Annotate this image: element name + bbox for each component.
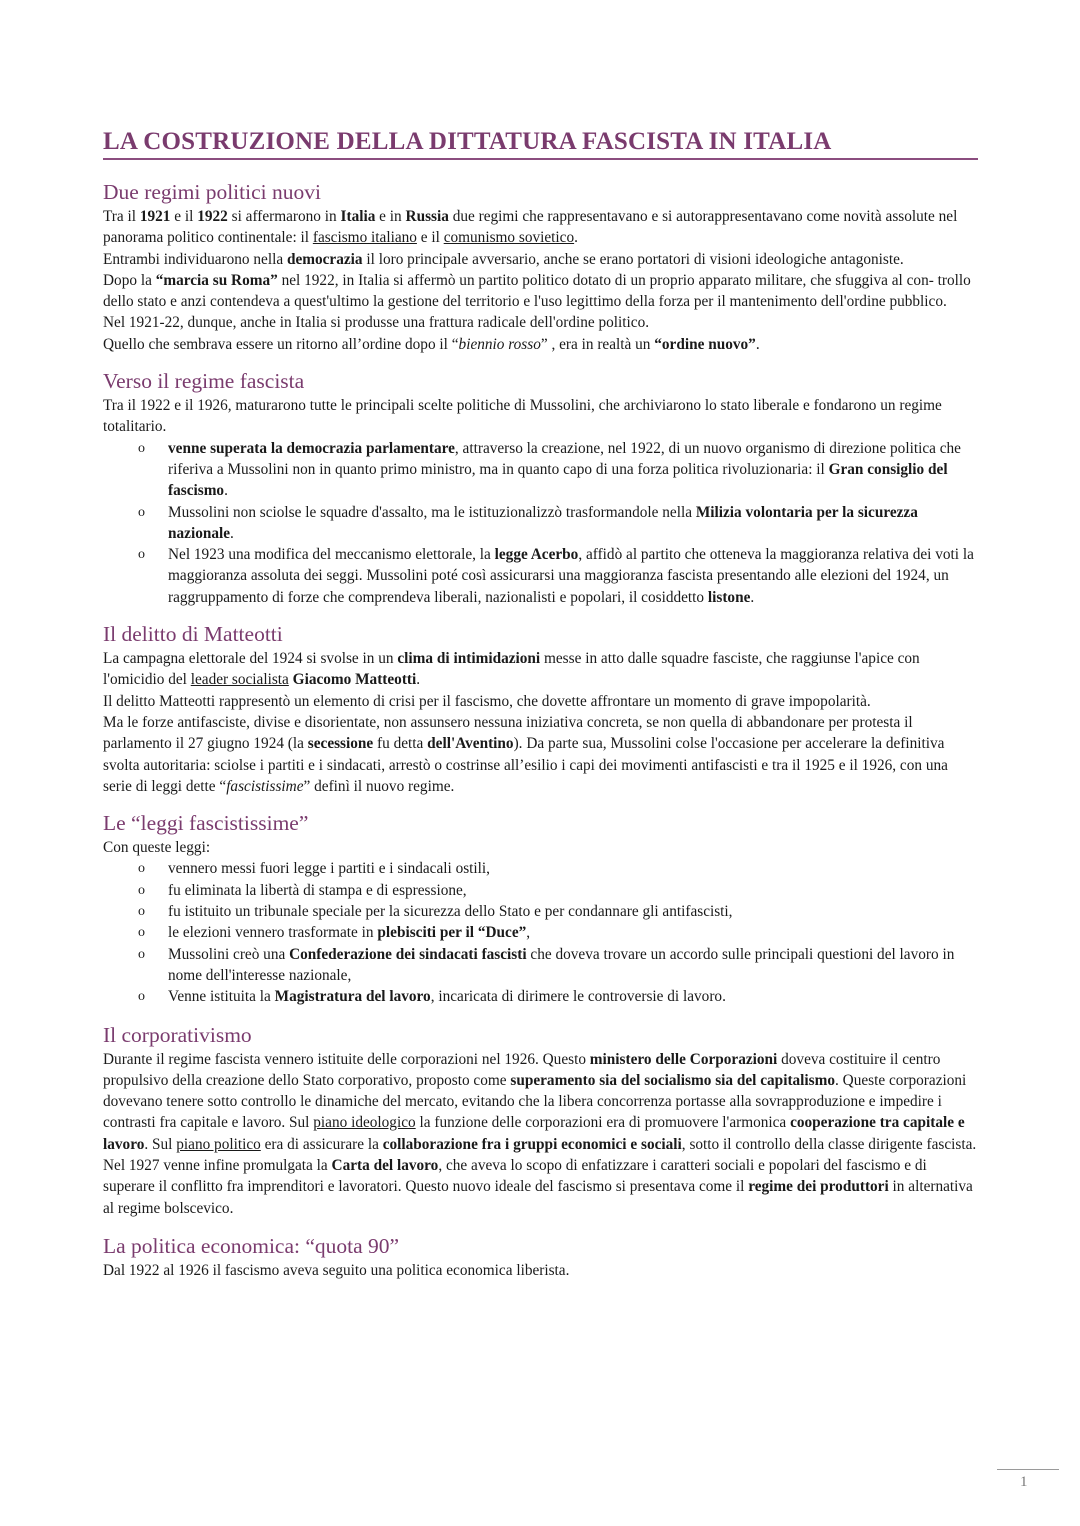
list-item xyxy=(103,502,978,545)
text-run: Nel 1923 una modifica del meccanismo elettorale, la xyxy=(168,546,495,564)
text-run: Nel 1921-22, dunque, anche in Italia si produsse una frattura radicale dell'ordine politico. xyxy=(103,314,650,332)
text-run: . xyxy=(224,482,228,500)
section-1 xyxy=(103,367,978,608)
text-run: fascistissime xyxy=(226,777,304,795)
text-run: 1921 xyxy=(139,208,171,225)
bullet-circle-icon: o xyxy=(138,989,145,1005)
text-run: Dopo la xyxy=(103,271,156,289)
text-run: cooperazione tra capitale e lavoro xyxy=(103,1114,965,1153)
text-run: , affidò al partito che otteneva la maggioranza relativa dei voti la maggioranza assoluta dei seggi. Mussolini poté così assicurarsi una maggioranza fascista presentando alle elezioni del 1924, un raggruppamento di forze che comprendeva liberali, nazionalisti e popolari, il cosiddetto xyxy=(168,546,974,606)
text-run: . Queste corporazioni dovevano tenere sotto controllo le dinamiche del mercato, evitando che la libera concorrenza portasse alla sovrapproduzione e impedire i contrasti fra capitale e lavoro. Sul xyxy=(103,1071,967,1132)
text-run: collaborazione fra i gruppi economici e sociali xyxy=(382,1135,682,1153)
bullet-circle-icon: o xyxy=(138,882,145,898)
section-heading: Due regimi politici nuovi xyxy=(103,180,321,204)
text-run: legge Acerbo xyxy=(494,546,579,564)
paragraph xyxy=(103,334,978,355)
text-run: “marcia su Roma” xyxy=(155,271,278,289)
text-run: fascismo italiano xyxy=(312,229,417,247)
page-number: 1 xyxy=(1020,1474,1028,1490)
list-item xyxy=(103,922,978,943)
section-heading: Le “leggi fascistissime” xyxy=(103,811,309,836)
paragraph xyxy=(103,206,978,249)
paragraph xyxy=(103,712,978,797)
text-run: in alternativa al regime bolscevico. xyxy=(103,1178,973,1217)
section-heading: La politica economica: “quota 90” xyxy=(103,1233,400,1258)
text-run: ministero delle Corporazioni xyxy=(589,1050,778,1068)
text-run: Dal 1922 al 1926 il fascismo aveva seguito una politica economica liberista. xyxy=(103,1261,570,1279)
paragraph xyxy=(103,395,978,438)
text-run: Durante il regime fascista vennero istituite delle corporazioni nel 1926. Questo xyxy=(103,1050,590,1068)
text-run: Ma le forze antifasciste, divise e disorientate, non assunsero nessuna iniziativa concreta, se non quella di abbandonare per protesta il parlamento il 27 giugno 1924 (la xyxy=(103,713,913,753)
text-run: . xyxy=(230,524,234,542)
section-heading: Il corporativismo xyxy=(103,1022,252,1047)
text-run: , che aveva lo scopo di enfatizzare i caratteri sociali e popolari del fascismo e di superare il conflitto fra imprenditori e lavoratori. Questo nuovo ideale del fascismo si presentava come il xyxy=(103,1156,927,1196)
text-run: Mussolini creò una xyxy=(168,945,290,963)
text-run: Magistratura del lavoro xyxy=(274,988,431,1006)
footer-rule xyxy=(997,1469,1059,1470)
paragraph xyxy=(103,1049,978,1155)
document-body xyxy=(103,178,978,1281)
text-run: Italia xyxy=(340,208,376,225)
text-run: e il xyxy=(170,208,198,225)
text-run: “ordine nuovo” xyxy=(654,335,756,353)
bullet-circle-icon: o xyxy=(138,904,145,920)
text-run: plebisciti per il “Duce” xyxy=(377,924,527,942)
section-3 xyxy=(103,809,978,1007)
section-2 xyxy=(103,620,978,797)
text-run: fu istituito un tribunale speciale per la sicurezza dello Stato e per condannare gli antifascisti, xyxy=(168,903,733,921)
list-item xyxy=(103,858,978,879)
text-run: ” definì il nuovo regime. xyxy=(303,777,455,795)
paragraph xyxy=(103,1155,978,1219)
text-run: Tra il 1922 e il 1926, maturarono tutte le principali scelte politiche di Mussolini, che archiviarono lo stato liberale e fondarono un regime totalitario. xyxy=(103,397,942,436)
document-title: LA COSTRUZIONE DELLA DITTATURA FASCISTA IN ITALIA xyxy=(103,118,978,160)
text-run: democrazia xyxy=(286,250,363,268)
text-run: ). Da parte sua, Mussolini colse l'occasione per accelerare la definitiva svolta autoritaria: sciolse i partiti e i sindacati, arrestò o costrinse all’esilio i capi dei movimenti antifascisti e tra il 1925 e il 1926, con una serie di leggi dette “ xyxy=(103,735,948,795)
section-0 xyxy=(103,178,978,355)
list-item xyxy=(103,880,978,901)
text-run: Venne istituita la xyxy=(168,988,275,1006)
text-run: Tra il xyxy=(103,208,140,225)
bullet-circle-icon: o xyxy=(138,861,145,877)
bullet-circle-icon: o xyxy=(138,925,145,941)
text-run: Entrambi individuarono nella xyxy=(103,250,287,268)
text-run: vennero messi fuori legge i partiti e i sindacali ostili, xyxy=(168,860,491,878)
section-heading: Il delitto di Matteotti xyxy=(103,622,283,647)
list-item xyxy=(103,438,978,502)
paragraph xyxy=(103,270,978,313)
section-heading: Verso il regime fascista xyxy=(103,369,305,394)
text-run: Russia xyxy=(405,208,449,225)
text-run: , xyxy=(526,924,531,942)
text-run: , sotto il controllo della classe dirigente fascista. xyxy=(681,1135,977,1153)
text-run: Mussolini non sciolse le squadre d'assalto, ma le istituzionalizzò trasformandole nella xyxy=(168,503,696,521)
text-run: piano ideologico xyxy=(313,1114,416,1132)
paragraph xyxy=(103,1260,978,1281)
text-run: Milizia volontaria per la sicurezza nazionale xyxy=(168,503,918,542)
bullet-list xyxy=(103,858,978,1007)
text-run: fu detta xyxy=(373,735,428,753)
text-run: fu eliminata la libertà di stampa e di espressione, xyxy=(168,881,467,899)
bullet-list xyxy=(103,438,978,608)
text-run: Gran consiglio del fascismo xyxy=(168,460,948,500)
paragraph xyxy=(103,249,978,270)
text-run: due regimi che rappresentavano e si autorappresentavano come novità assolute nel panorama politico continentale: il xyxy=(103,208,958,247)
text-run: . xyxy=(750,588,755,606)
list-item xyxy=(103,944,978,987)
text-run: superamento sia del socialismo sia del capitalismo xyxy=(510,1071,836,1089)
text-run: e il xyxy=(416,229,444,247)
text-run: si affermarono in xyxy=(227,208,341,225)
text-run: La campagna elettorale del 1924 si svolse in un xyxy=(103,650,398,668)
list-item xyxy=(103,544,978,608)
text-run: venne superata la democrazia parlamentare xyxy=(168,439,455,457)
text-run: piano politico xyxy=(176,1135,261,1153)
text-run: Quello che sembrava essere un ritorno all’ordine dopo il “ xyxy=(103,335,459,353)
text-run: messe in atto dalle squadre fasciste, che raggiunse l'apice con l'omicidio del xyxy=(103,650,920,689)
list-item xyxy=(103,986,978,1007)
text-run: Carta del lavoro xyxy=(331,1156,439,1174)
text-run: , incaricata di dirimere le controversie di lavoro. xyxy=(430,988,726,1006)
text-run: . xyxy=(574,229,578,247)
text-run: . xyxy=(416,671,421,689)
bullet-circle-icon: o xyxy=(138,440,145,456)
text-run: biennio rosso xyxy=(458,335,541,353)
bullet-circle-icon: o xyxy=(138,504,145,520)
text-run: Il delitto Matteotti rappresentò un elemento di crisi per il fascismo, che dovette affrontare un momento di grave impopolarità. xyxy=(103,692,871,710)
text-run: ” , era in realtà un xyxy=(540,335,655,353)
section-5 xyxy=(103,1232,978,1281)
text-run: Con queste leggi: xyxy=(103,839,211,857)
paragraph xyxy=(103,312,978,333)
text-run: nel 1922, in Italia si affermò un partito politico dotato di un proprio apparato militare, che sfuggiva al con- trollo dello stato e anzi contendeva a quest'ultimo la gestione del territorio e l'uso legittimo della forza per il mantenimento dell'ordine pubblico. xyxy=(103,271,971,311)
text-run: Nel 1927 venne infine promulgata la xyxy=(103,1156,332,1174)
paragraph xyxy=(103,648,978,691)
paragraph xyxy=(103,691,978,712)
text-run: era di assicurare la xyxy=(260,1135,383,1153)
text-run: Giacomo Matteotti xyxy=(292,671,417,689)
section-4 xyxy=(103,1021,978,1219)
text-run: che doveva trovare un accordo sulle principali questioni del lavoro in nome dell'interesse nazionale, xyxy=(168,945,955,984)
text-run: 1922 xyxy=(197,208,228,225)
text-run: dell'Aventino xyxy=(427,735,514,753)
text-run: leader socialista xyxy=(190,671,289,689)
text-run: il loro principale avversario, anche se erano portatori di visioni ideologiche antagoniste. xyxy=(362,250,904,268)
text-run: Confederazione dei sindacati fascisti xyxy=(289,945,527,963)
bullet-circle-icon: o xyxy=(138,946,145,962)
text-run: secessione xyxy=(307,735,374,753)
text-run: . xyxy=(755,335,760,353)
list-item xyxy=(103,901,978,922)
bullet-circle-icon: o xyxy=(138,547,145,563)
text-run: , attraverso la creazione, nel 1922, di un nuovo organismo di direzione politica che riferiva a Mussolini non in quanto primo ministro, ma in quanto capo di una forza politica rivoluzionaria: il xyxy=(168,439,961,478)
text-run: comunismo sovietico xyxy=(443,229,575,247)
text-run: la funzione delle corporazioni era di promuovere l'armonica xyxy=(415,1114,791,1132)
text-run: regime dei produttori xyxy=(748,1178,889,1196)
text-run: doveva costituire il centro propulsivo della creazione dello Stato corporativo, proposto come xyxy=(103,1050,941,1089)
text-run: le elezioni vennero trasformate in xyxy=(168,924,378,942)
text-run: . Sul xyxy=(144,1135,177,1153)
text-run: clima di intimidazioni xyxy=(397,650,541,668)
text-run: e in xyxy=(375,208,406,225)
paragraph xyxy=(103,837,978,858)
text-run: listone xyxy=(707,588,751,606)
document-page xyxy=(103,118,978,1281)
